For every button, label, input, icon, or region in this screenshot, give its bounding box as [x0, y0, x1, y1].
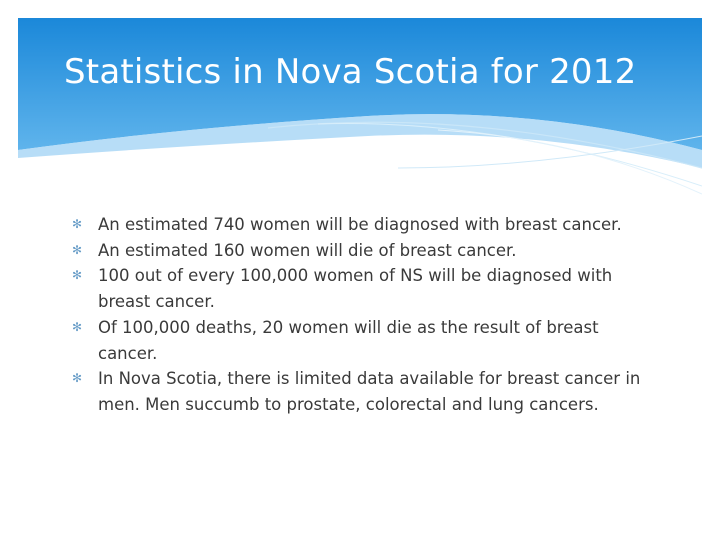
bullet-item	[72, 238, 652, 264]
bullet-text: 100 out of every 100,000 women of NS will be diagnosed with breast cancer.	[98, 266, 613, 312]
banner-graphic	[18, 18, 702, 208]
asterisk-bullet-icon: ✻	[72, 268, 83, 283]
asterisk-bullet-icon: ✻	[72, 371, 83, 386]
bullet-item	[72, 366, 652, 417]
title-banner	[18, 18, 702, 208]
bullet-item	[72, 263, 652, 314]
asterisk-bullet-icon: ✻	[72, 319, 83, 334]
bullet-list	[72, 212, 652, 418]
slide-title: Statistics in Nova Scotia for 2012	[64, 52, 637, 92]
bullet-text: Of 100,000 deaths, 20 women will die as the result of breast cancer.	[98, 317, 599, 363]
bullet-item	[72, 315, 652, 366]
asterisk-bullet-icon: ✻	[72, 217, 83, 231]
bullet-text: An estimated 160 women will die of breast cancer.	[98, 240, 517, 260]
bullet-text: An estimated 740 women will be diagnosed with breast cancer.	[98, 215, 622, 234]
bullet-text: In Nova Scotia, there is limited data available for breast cancer in men. Men succumb to prostate, colorectal and lung cancers.	[98, 369, 641, 414]
bullet-item	[72, 212, 652, 238]
asterisk-bullet-icon: ✻	[72, 242, 83, 257]
